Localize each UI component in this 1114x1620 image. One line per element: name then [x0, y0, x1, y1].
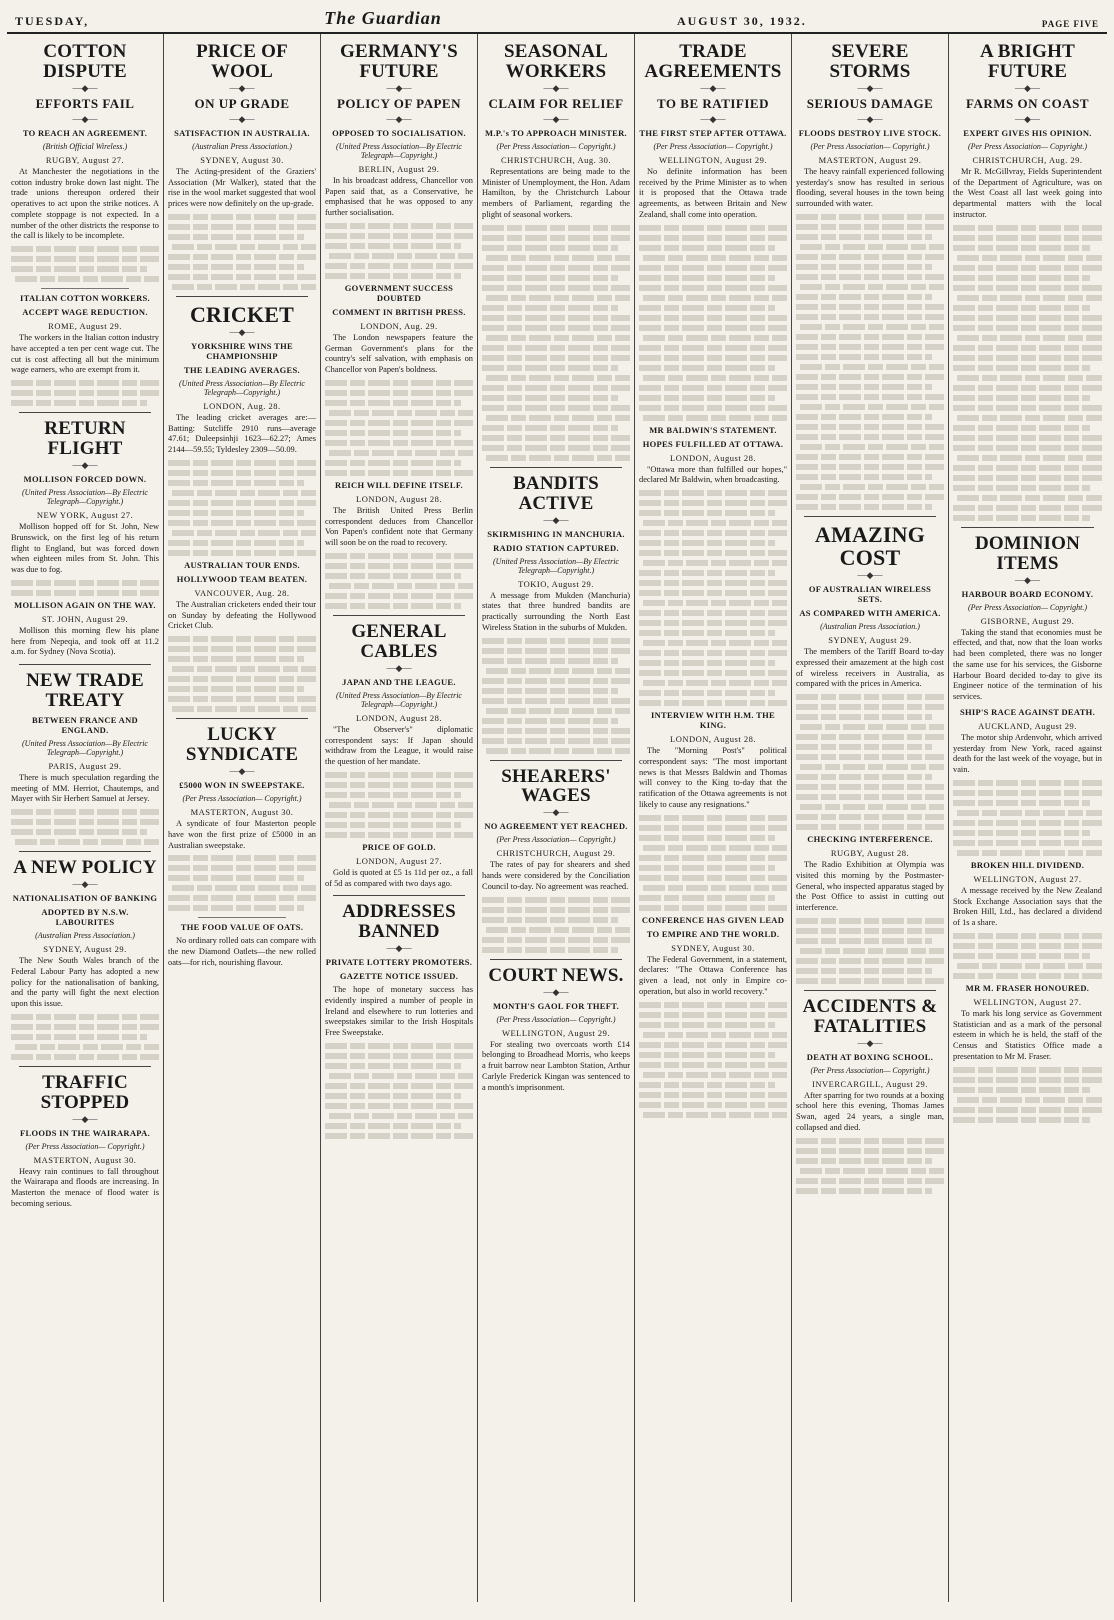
credit-line: (Per Press Association— Copyright.)	[496, 835, 616, 845]
dateline: VANCOUVER, Aug. 28.	[194, 587, 290, 598]
dateline: LONDON, August 28.	[356, 493, 442, 504]
article-cotton-dispute	[11, 42, 159, 282]
headline: GENERAL CABLES	[351, 620, 447, 662]
deck: HARBOUR BOARD ECONOMY.	[961, 588, 1094, 599]
credit-line: (Australian Press Association.)	[820, 622, 920, 632]
text-continuation	[325, 772, 473, 838]
headline: BANDITS ACTIVE	[513, 472, 599, 514]
credit-line: (Per Press Association— Copyright.)	[182, 794, 302, 804]
text-continuation	[953, 1067, 1102, 1123]
divider-ornament: —◆—	[72, 460, 98, 470]
headline: PRICE OF WOOL	[196, 41, 288, 82]
dateline: SYDNEY, August 29.	[43, 944, 127, 955]
credit-line: (United Press Association—By Electric Telegraph—Copyright.)	[22, 738, 148, 757]
article-severe-storms	[796, 42, 944, 510]
article-body: There is much speculation regarding the meeting of MM. Herriot, Chautemps, and Mayer with Sir Herbert Samuel at Jersey.	[11, 772, 159, 804]
text-continuation	[11, 380, 159, 406]
subheadline: POLICY OF PAPEN	[336, 95, 461, 111]
divider-ornament: —◆—	[700, 82, 726, 93]
text-continuation	[11, 580, 159, 596]
article-body: Heavy rain continues to fall throughout the Wairarapa and floods are increasing. In Masterton the menace of flood water is becoming serious.	[11, 1166, 159, 1208]
deck: NO AGREEMENT YET REACHED.	[484, 821, 628, 832]
deck: THE FOOD VALUE OF OATS.	[180, 922, 304, 933]
deck: THE FIRST STEP AFTER OTTAWA.	[639, 127, 787, 138]
credit-line: (Per Press Association— Copyright.)	[496, 1014, 616, 1024]
divider-ornament: —◆—	[386, 113, 412, 124]
text-continuation	[11, 1014, 159, 1060]
deck: MR BALDWIN'S STATEMENT.	[649, 424, 777, 435]
deck: FLOODS DESTROY LIVE STOCK.	[798, 127, 942, 138]
divider-ornament: —◆—	[543, 807, 569, 818]
text-continuation	[796, 694, 944, 830]
article-body: In his broadcast address, Chancellor von Papen said that, as a Conservative, he emphasised that he was opposed to any further socialisation.	[325, 175, 473, 218]
article-body: At Manchester the negotiations in the cotton industry broke down last night. The trade unions thereupon ordered their operatives to act upon the strike notices. A complete stoppage is not expected. In a number of the other districts the response to the call is likely to be incomplete.	[11, 166, 159, 241]
divider	[333, 895, 465, 896]
article-germanys-future	[325, 42, 473, 609]
article-body: The Australian cricketers ended their tour on Sunday by defeating the Hollywood Cricket Club.	[168, 599, 316, 631]
article-cricket	[168, 303, 316, 712]
divider-ornament: —◆—	[386, 82, 412, 93]
text-continuation	[168, 855, 316, 911]
divider-ornament: —◆—	[229, 82, 255, 93]
deck: TO REACH AN AGREEMENT.	[22, 127, 148, 138]
subheadline: EFFORTS FAIL	[35, 95, 135, 111]
article-dominion-items	[953, 534, 1102, 1123]
article-body: To mark his long service as Government Statistician and as a mark of the personal esteem in which he is held, the staff of the Census and Statistics Office made a presentation to Mr M. Fraser.	[953, 1008, 1102, 1061]
dateline: LONDON, August 28.	[670, 452, 756, 463]
text-continuation	[482, 225, 630, 461]
deck: ACCEPT WAGE REDUCTION.	[22, 307, 148, 318]
article-trade-agreements	[639, 42, 787, 1118]
article-body: The British United Press Berlin correspondent deduces from Chancellor Von Papen's confident note that Germany will soon be on the road to recovery.	[325, 505, 473, 548]
text-continuation	[325, 380, 473, 476]
dateline: MASTERTON, August 29.	[818, 154, 922, 165]
headline: COTTON DISPUTE	[43, 41, 127, 82]
subheadline: TO BE RATIFIED	[657, 95, 769, 111]
article-body: Mr R. McGillvray, Fields Superintendent of the Department of Agriculture, was on the West Coast all last week going into departmental matters with the local instructor.	[953, 166, 1102, 219]
masthead-date: AUGUST 30, 1932.	[676, 14, 807, 28]
dateline: LONDON, Aug. 28.	[203, 400, 281, 411]
subheadline: ON UP GRADE	[194, 95, 290, 111]
article-return-flight	[11, 419, 159, 658]
text-continuation	[639, 225, 787, 421]
divider	[176, 718, 308, 719]
divider-ornament: —◆—	[543, 113, 569, 124]
deck: SKIRMISHING IN MANCHURIA.	[487, 528, 625, 539]
headline: A NEW POLICY	[13, 857, 157, 879]
newspaper-page	[7, 6, 1107, 1606]
article-body: Representations are being made to the Minister of Unemployment, the Hon. Adam Hamilton, by the Christchurch Labour members of Parliament, regarding the plight of seasonal workers.	[482, 166, 630, 219]
article-body: Mollison this morning flew his plane here from Nepeqia, and took off at 11.2 a.m. for Sydney (Nova Scotia).	[11, 625, 159, 657]
credit-line: (Per Press Association— Copyright.)	[810, 1065, 930, 1075]
article-body: Gold is quoted at £5 1s 11d per oz., a fall of 5d as compared with two days ago.	[325, 867, 473, 888]
divider-ornament: —◆—	[72, 82, 98, 93]
article-body: The members of the Tariff Board to-day expressed their amazement at the high cost of wireless receivers in Australia, as compared with the prices in America.	[796, 647, 944, 689]
text-continuation	[796, 918, 944, 984]
credit-line: (British Official Wireless.)	[42, 141, 128, 151]
dateline: MASTERTON, August 30.	[33, 1154, 137, 1165]
column-5	[635, 34, 792, 1602]
divider-ornament: —◆—	[700, 113, 726, 124]
subheadline: FARMS ON COAST	[965, 95, 1090, 111]
deck: ITALIAN COTTON WORKERS.	[20, 293, 150, 304]
article-body: No definite information has been received by the Prime Minister as to when it is proposed that the Ottawa trade agreements, as between Britain and New Zealand, shall come into operation.	[639, 166, 787, 219]
dateline: CHRISTCHURCH, August 29.	[496, 848, 616, 859]
divider	[804, 990, 936, 991]
article-body: Taking the stand that economies must be effected, and that, now that the loan works had been completed, there was no longer the same use for his services, the Gisborne Harbour Board decided to-day to give its Engineer notice of the termination of his services.	[953, 627, 1102, 701]
text-continuation	[11, 809, 159, 845]
columns	[7, 34, 1107, 1602]
deck: SATISFACTION IN AUSTRALIA.	[174, 127, 310, 138]
dateline: CHRISTCHURCH, Aug. 29.	[972, 154, 1083, 165]
headline: NEW TRADE TREATY	[26, 670, 144, 711]
deck: OPPOSED TO SOCIALISATION.	[332, 127, 466, 138]
credit-line: (United Press Association—By Electric Telegraph—Copyright.)	[179, 378, 305, 397]
text-continuation	[482, 638, 630, 754]
text-continuation	[11, 246, 159, 282]
deck: JAPAN AND THE LEAGUE.	[342, 676, 456, 687]
text-continuation	[796, 1138, 944, 1194]
credit-line: (United Press Association—By Electric Telegraph—Copyright.)	[336, 141, 462, 160]
deck: THE LEADING AVERAGES.	[184, 364, 300, 375]
article-body: "Ottawa more than fulfilled our hopes," declared Mr Baldwin, when broadcasting.	[639, 464, 787, 485]
article-seasonal-workers	[482, 42, 630, 461]
dateline: SYDNEY, August 29.	[828, 635, 912, 646]
divider	[19, 412, 151, 413]
article-body: The Acting-president of the Graziers' Association (Mr Walker), stated that the rise in the wool market suggested that wool prices were now definitely on the up-grade.	[168, 166, 316, 209]
deck: MOLLISON FORCED DOWN.	[23, 474, 147, 484]
dateline: INVERCARGILL, August 29.	[812, 1078, 928, 1089]
article-body: The London newspapers feature the German Government's plans for the country's self salvation, with emphasis on Chancellor von Papen's boldness.	[325, 332, 473, 375]
text-continuation	[168, 214, 316, 290]
divider	[490, 467, 622, 468]
masthead-title: The Guardian	[324, 8, 442, 28]
headline: GERMANY'S FUTURE	[340, 41, 458, 82]
subheadline: CLAIM FOR RELIEF	[488, 95, 624, 111]
text-continuation	[953, 780, 1102, 856]
credit-line: (Australian Press Association.)	[35, 931, 135, 941]
article-price-of-wool	[168, 42, 316, 290]
article-lucky-syndicate	[168, 725, 316, 911]
deck: BROKEN HILL DIVIDEND.	[970, 859, 1085, 870]
divider	[490, 760, 622, 761]
text-continuation	[639, 1002, 787, 1118]
deck: EXPERT GIVES HIS OPINION.	[963, 127, 1092, 138]
text-continuation	[168, 636, 316, 712]
headline: ADDRESSES BANNED	[342, 901, 456, 943]
credit-line: (Per Press Association— Copyright.)	[496, 141, 616, 151]
masthead-day: TUESDAY,	[15, 14, 90, 28]
text-continuation	[953, 225, 1102, 521]
deck: RADIO STATION CAPTURED.	[493, 542, 619, 553]
credit-line: (United Press Association—By Electric Telegraph—Copyright.)	[336, 690, 462, 709]
credit-line: (Per Press Association— Copyright.)	[25, 1141, 145, 1151]
dateline: WELLINGTON, August 27.	[973, 873, 1082, 884]
credit-line: (United Press Association—By Electric Telegraph—Copyright.)	[22, 488, 148, 506]
article-body: After sparring for two rounds at a boxing school here this evening, Thomas James Swan, aged 24 years, a single man, collapsed and died.	[796, 1090, 944, 1132]
credit-line: (Per Press Association— Copyright.)	[810, 141, 930, 151]
dateline: CHRISTCHURCH, Aug. 30.	[501, 154, 611, 165]
article-bandits-active	[482, 474, 630, 754]
deck: SHIP'S RACE AGAINST DEATH.	[959, 706, 1096, 717]
dateline: ST. JOHN, August 29.	[41, 613, 129, 624]
headline: RETURN FLIGHT	[44, 418, 126, 460]
dateline: WELLINGTON, August 29.	[501, 1027, 611, 1038]
divider-ornament: —◆—	[1015, 82, 1040, 93]
article-body: The "Morning Post's" political correspondent says: "The most important news is that Messrs Baldwin and Thomas will convey to the King to-day that the ratification of the Ottawa agreements is not likely to cause any resignations."	[639, 746, 787, 809]
dateline: TOKIO, August 29.	[518, 578, 594, 589]
divider-ornament: —◆—	[1015, 113, 1040, 124]
headline: COURT NEWS.	[488, 964, 624, 986]
deck: M.P.'s TO APPROACH MINISTER.	[485, 127, 627, 138]
article-general-cables	[325, 622, 473, 889]
text-continuation	[639, 490, 787, 706]
advert-oats	[168, 922, 316, 968]
deck: OF AUSTRALIAN WIRELESS SETS.	[808, 584, 932, 605]
article-body: The workers in the Italian cotton industry have accepted a ten per cent wage cut. The cut is cost affecting all but the minimum wage earners, who are exempt from it.	[11, 333, 159, 375]
article-court-news	[482, 966, 630, 1094]
article-body: A syndicate of four Masterton people have won the first prize of £5000 in an Australian sweepstake.	[168, 819, 316, 850]
headline: DOMINION ITEMS	[974, 532, 1081, 574]
deck: AS COMPARED WITH AMERICA.	[799, 608, 941, 619]
column-2	[164, 34, 321, 1602]
dateline: LONDON, August 27.	[356, 855, 442, 866]
deck: CONFERENCE HAS GIVEN LEAD	[641, 914, 785, 925]
dateline: WELLINGTON, August 29.	[658, 154, 768, 165]
deck: DEATH AT BOXING SCHOOL.	[806, 1051, 934, 1062]
divider-ornament: —◆—	[72, 1113, 98, 1124]
divider-ornament: —◆—	[229, 326, 255, 337]
article-bright-future	[953, 42, 1102, 521]
masthead	[7, 6, 1107, 34]
dateline: WELLINGTON, August 27.	[973, 996, 1082, 1007]
divider	[19, 664, 151, 665]
divider-ornament: —◆—	[543, 82, 569, 93]
divider-ornament: —◆—	[857, 82, 883, 93]
deck: MONTH'S GAOL FOR THEFT.	[492, 1000, 620, 1011]
article-body: "The Observer's" diplomatic correspondent says: If Japan should withdraw from the League, it would raise the question of her mandate.	[325, 724, 473, 766]
divider-ornament: —◆—	[543, 986, 569, 997]
divider-ornament: —◆—	[386, 943, 412, 954]
dateline: SYDNEY, August 30.	[200, 154, 284, 165]
divider-ornament: —◆—	[1015, 574, 1040, 585]
deck: ADOPTED BY N.S.W. LABOURITES	[41, 907, 129, 928]
dateline: NEW YORK, August 27.	[36, 510, 134, 520]
credit-line: (Per Press Association— Copyright.)	[653, 141, 773, 151]
divider	[176, 296, 308, 297]
article-body: A message from Mukden (Manchuria) states that three hundred bandits are practically surrounding the North East Wireless Station in the suburbs of Mukden.	[482, 590, 630, 632]
credit-line: (Australian Press Association.)	[192, 141, 292, 151]
dateline: GISBORNE, August 29.	[980, 615, 1075, 626]
headline: LUCKY SYNDICATE	[185, 724, 299, 766]
dateline: MASTERTON, August 30.	[190, 807, 294, 818]
divider	[490, 959, 622, 960]
deck: INTERVIEW WITH H.M. THE KING.	[651, 710, 775, 731]
deck: COMMENT IN BRITISH PRESS.	[332, 306, 466, 317]
deck: CHECKING INTERFERENCE.	[807, 834, 933, 845]
article-traffic-stopped	[11, 1073, 159, 1210]
deck: GOVERNMENT SUCCESS DOUBTED	[344, 282, 454, 303]
column-4	[478, 34, 635, 1602]
text-continuation	[325, 553, 473, 609]
text-continuation	[168, 460, 316, 556]
deck: BETWEEN FRANCE AND ENGLAND.	[32, 714, 138, 735]
divider-ornament: —◆—	[857, 113, 883, 124]
article-accidents-fatalities	[796, 997, 944, 1194]
divider	[41, 288, 129, 289]
divider-ornament: —◆—	[72, 879, 98, 890]
article-body: The rates of pay for shearers and shed hands were considered by the Conciliation Council to-day. No agreement was reached.	[482, 860, 630, 891]
divider-ornament: —◆—	[543, 514, 569, 525]
deck: GAZETTE NOTICE ISSUED.	[339, 971, 459, 982]
dateline: SYDNEY, August 30.	[671, 942, 755, 953]
text-continuation	[325, 1043, 473, 1139]
headline: TRADE AGREEMENTS	[644, 41, 782, 82]
deck: HOPES FULFILLED AT OTTAWA.	[642, 438, 784, 449]
divider	[333, 615, 465, 616]
divider-ornament: —◆—	[229, 113, 255, 124]
deck: PRICE OF GOLD.	[362, 841, 436, 852]
text-continuation	[796, 214, 944, 510]
headline: AMAZING COST	[814, 521, 926, 570]
divider-ornament: —◆—	[72, 113, 98, 124]
article-italian-cotton	[11, 293, 159, 406]
divider	[804, 516, 936, 517]
article-body: The leading cricket averages are:— Batting: Sutcliffe 2910 runs—average 47.61; Duleepsinhji 1623—62.27; Ames 2144—59.55; Tyldesley 2309—50.09.	[168, 412, 316, 455]
article-body: The New South Wales branch of the Federal Labour Party has adopted a new policy for the nationalisation of banking, and the party will fight the next election upon this issue.	[11, 956, 159, 1009]
article-body: No ordinary rolled oats can compare with the new Diamond Oatlets—the new rolled oats—for rich, nourishing flavour.	[168, 936, 316, 967]
dateline: RUGBY, August 27.	[45, 154, 125, 165]
deck: FLOODS IN THE WAIRARAPA.	[20, 1127, 150, 1138]
dateline: LONDON, Aug. 29.	[360, 320, 438, 331]
article-body: The Federal Government, in a statement, declares: "The Ottawa Conference has given a lead, not only in Empire co-operation, but also in world recovery."	[639, 954, 787, 996]
masthead-page-number: PAGE FIVE	[1041, 19, 1099, 29]
article-body: The motor ship Ardenvohr, which arrived yesterday from New York, raced against death for the last week of the voyage, but in vain.	[953, 732, 1102, 774]
headline: ACCIDENTS & FATALITIES	[802, 995, 938, 1037]
headline: SHEARERS' WAGES	[501, 765, 611, 807]
article-body: The hope of monetary success has evidently inspired a number of people in Ireland and elsewhere to run lotteries and sweepstakes similar to the Irish Hospitals Free Sweepstake.	[325, 985, 473, 1038]
divider	[961, 527, 1094, 528]
text-continuation	[482, 897, 630, 953]
deck: TO EMPIRE AND THE WORLD.	[646, 928, 780, 939]
deck: REICH WILL DEFINE ITSELF.	[335, 479, 463, 490]
deck: MR M. FRASER HONOURED.	[965, 982, 1090, 993]
article-amazing-cost	[796, 523, 944, 984]
article-body: For stealing two overcoats worth £14 belonging to Broadhead Morris, who keeps a fruit barrow near Lambton Station, Arthur Carlyle Frederick Kingan was sentenced to a month's imprisonment.	[482, 1039, 630, 1092]
divider	[19, 851, 151, 852]
dateline: BERLIN, August 29.	[358, 163, 440, 174]
deck: HOLLYWOOD TEAM BEATEN.	[176, 573, 308, 584]
dateline: AUCKLAND, August 29.	[978, 720, 1077, 731]
article-shearers-wages	[482, 767, 630, 953]
deck: PRIVATE LOTTERY PROMOTERS.	[325, 957, 473, 968]
article-body: The heavy rainfall experienced following yesterday's snow has resulted in serious flooding, several houses in the town being surrounded with water.	[796, 166, 944, 209]
article-body: A message received by the New Zealand Stock Exchange Association says that the Broken Hill, Ltd., has declared a dividend of 1s a share.	[953, 885, 1102, 927]
divider-ornament: —◆—	[857, 570, 883, 581]
divider-ornament: —◆—	[386, 662, 412, 673]
article-body: Mollison hopped off for St. John, New Brunswick, on the first leg of his return flight to England, but was forced down when eighteen miles from St. John. This was due to fog.	[11, 522, 159, 574]
article-body: The Radio Exhibition at Olympia was visited this morning by the Postmaster-General, who inspected apparatus staged by the Post Office to assist in cutting out interference.	[796, 860, 944, 913]
credit-line: (Per Press Association— Copyright.)	[967, 602, 1088, 612]
dateline: PARIS, August 29.	[48, 760, 122, 771]
subheadline: SERIOUS DAMAGE	[806, 95, 934, 111]
divider-ornament: —◆—	[229, 766, 255, 777]
article-new-policy	[11, 858, 159, 1060]
divider	[19, 1066, 151, 1067]
credit-line: (Per Press Association— Copyright.)	[967, 141, 1088, 151]
deck: AUSTRALIAN TOUR ENDS.	[184, 559, 300, 570]
text-continuation	[953, 933, 1102, 979]
deck: NATIONALISATION OF BANKING	[12, 893, 158, 904]
dateline: ROME, August 29.	[48, 321, 122, 332]
column-3	[321, 34, 478, 1602]
headline: TRAFFIC STOPPED	[40, 1071, 130, 1113]
text-continuation	[325, 223, 473, 279]
headline: A BRIGHT FUTURE	[979, 41, 1076, 82]
article-trade-treaty	[11, 671, 159, 845]
divider-ornament: —◆—	[857, 1037, 883, 1048]
column-6	[792, 34, 949, 1602]
article-addresses-banned	[325, 902, 473, 1139]
dateline: LONDON, August 28.	[670, 734, 756, 745]
dateline: RUGBY, August 28.	[830, 848, 910, 859]
deck: MOLLISON AGAIN ON THE WAY.	[14, 599, 156, 610]
text-continuation	[639, 815, 787, 911]
column-7	[949, 34, 1106, 1602]
deck: £5000 WON IN SWEEPSTAKE.	[179, 780, 305, 791]
headline: SEVERE STORMS	[829, 41, 911, 82]
headline: CRICKET	[189, 301, 295, 327]
divider	[198, 917, 286, 918]
deck: YORKSHIRE WINS THE CHAMPIONSHIP	[191, 340, 293, 361]
credit-line: (United Press Association—By Electric Telegraph—Copyright.)	[493, 556, 619, 575]
column-1	[7, 34, 164, 1602]
dateline: LONDON, August 28.	[356, 712, 442, 723]
headline: SEASONAL WORKERS	[503, 41, 609, 82]
